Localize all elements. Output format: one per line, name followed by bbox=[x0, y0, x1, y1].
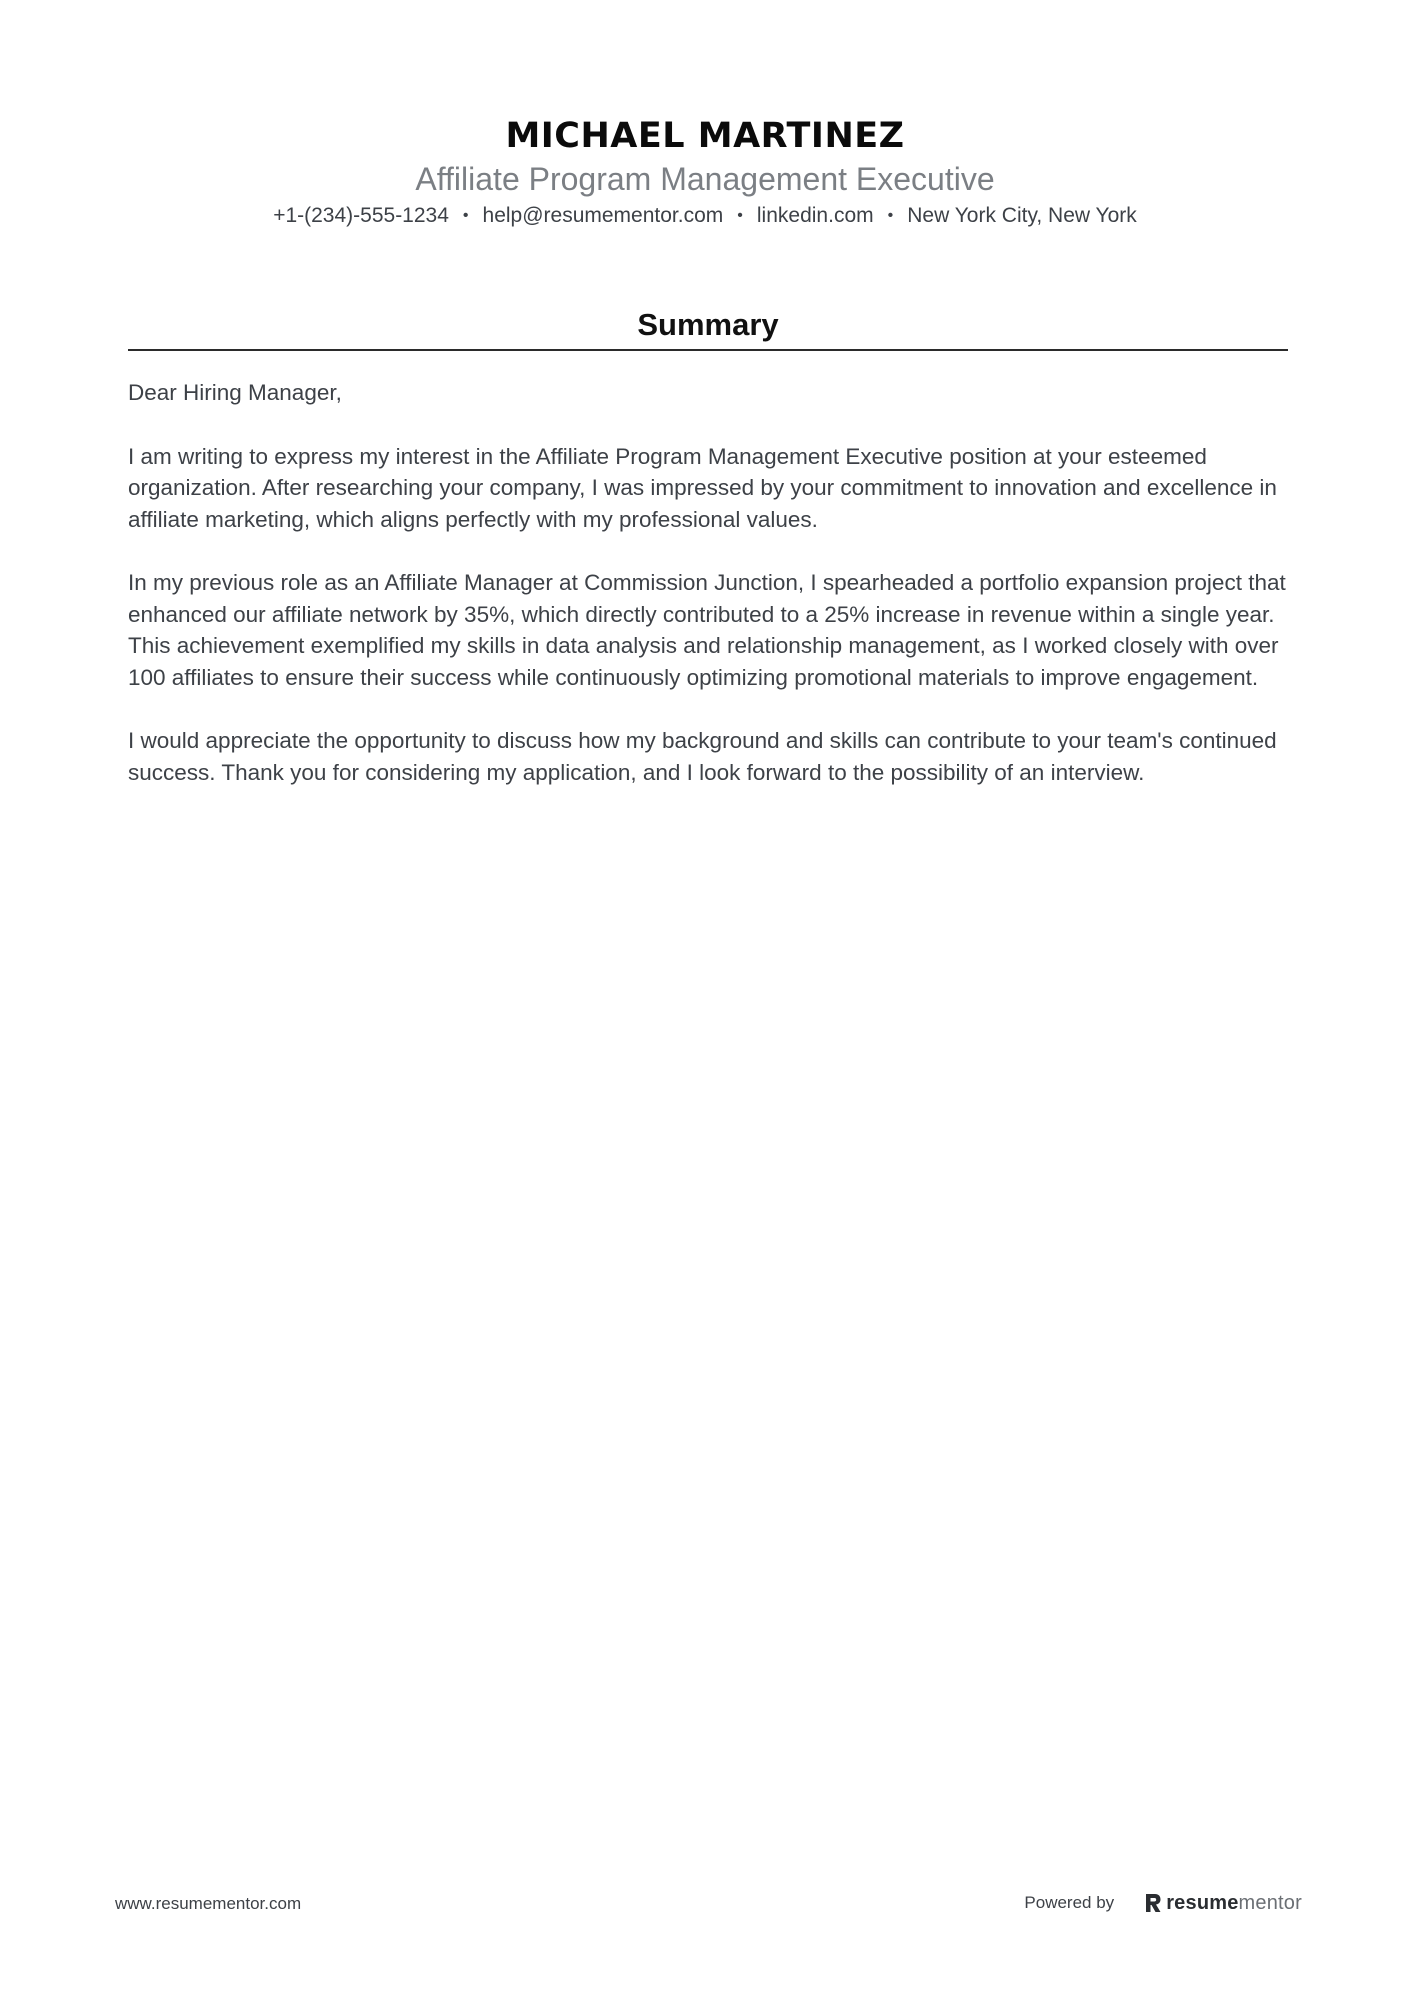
footer-website[interactable]: www.resumementor.com bbox=[115, 1894, 302, 1913]
letter-paragraph: I am writing to express my interest in the Affiliate Program Management Executive position at your esteemed organization. After researching your company, I was impressed by your commitment to innovation and excellence in affiliate marketing, which aligns perfectly with my professional values. bbox=[128, 443, 1277, 532]
footer-branding bbox=[1024, 1888, 1302, 1918]
letter-greeting: Dear Hiring Manager, bbox=[128, 380, 342, 405]
contact-phone: +1-(234)-555-1234 bbox=[273, 204, 449, 227]
letter-header bbox=[0, 112, 1410, 234]
powered-by-label: Powered by bbox=[1024, 1893, 1115, 1912]
summary-section bbox=[128, 305, 1288, 820]
summary-heading: Summary bbox=[128, 305, 1288, 351]
contact-separator: • bbox=[737, 207, 743, 224]
letter-paragraph: In my previous role as an Affiliate Manager at Commission Junction, I spearheaded a portfolio expansion project that enhanced our affiliate network by 35%, which directly contributed to a 25% increase in revenue within a single year. This achievement exemplified my skills in data analysis and relationship management, as I worked closely with over 100 affiliates to ensure their success while continuously optimizing promotional materials to improve engagement. bbox=[128, 570, 1286, 690]
contact-location: New York City, New York bbox=[907, 204, 1137, 227]
contact-email[interactable]: help@resumementor.com bbox=[482, 204, 724, 227]
brand-bold-text: resume bbox=[1166, 1891, 1239, 1914]
resumementor-logo-icon bbox=[1144, 1892, 1162, 1914]
resumementor-logo-text[interactable] bbox=[1166, 1892, 1302, 1915]
contact-line bbox=[0, 198, 1410, 234]
letter-body bbox=[128, 377, 1288, 788]
contact-separator: • bbox=[462, 207, 469, 224]
contact-separator: • bbox=[887, 207, 894, 224]
letter-paragraph: I would appreciate the opportunity to discuss how my background and skills can contribute to your team's continued success. Thank you for considering my application, and I look forward to the possibility of an interview. bbox=[128, 728, 1277, 785]
brand-light-text: mentor bbox=[1238, 1891, 1302, 1914]
applicant-job-title: Affiliate Program Management Executive bbox=[415, 161, 995, 197]
contact-linkedin[interactable]: linkedin.com bbox=[756, 204, 874, 227]
applicant-name: MICHAEL MARTINEZ bbox=[505, 116, 905, 156]
